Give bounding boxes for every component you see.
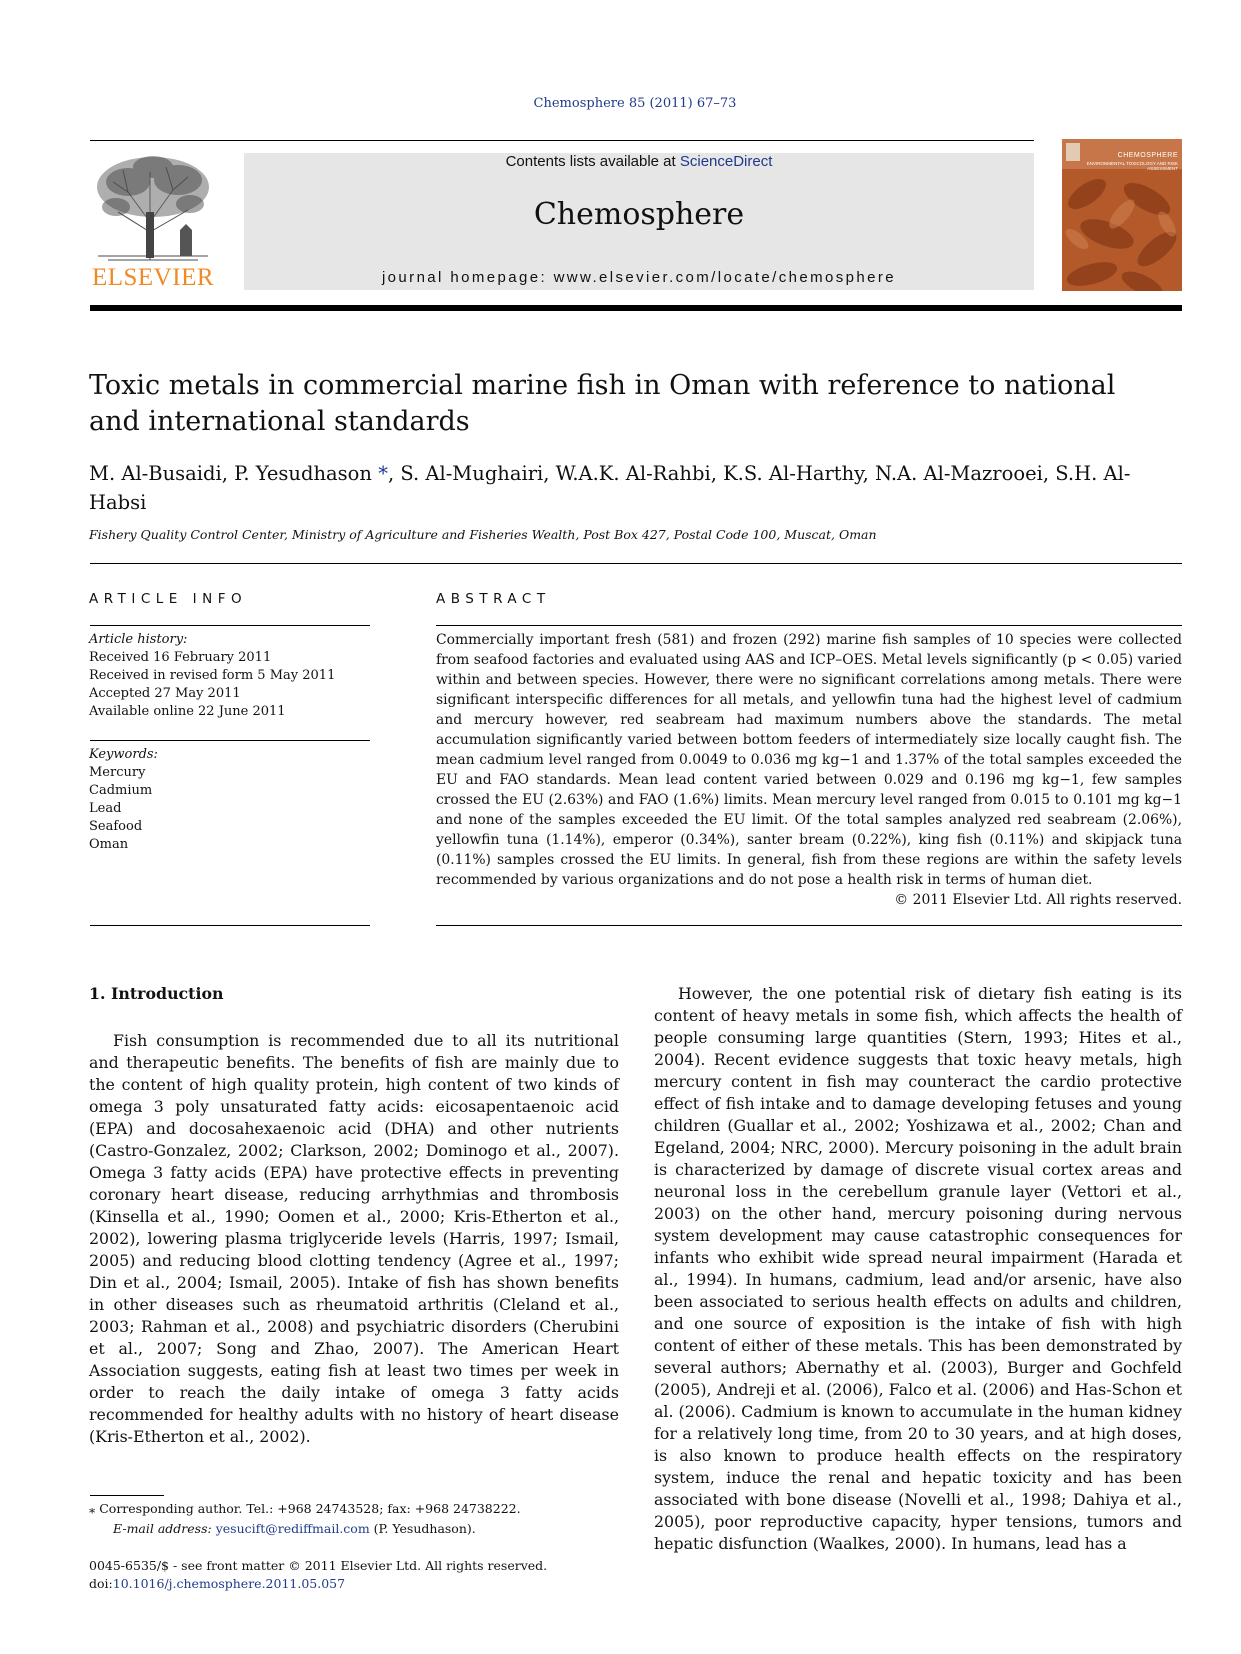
abstract-rule-bottom [436,925,1182,926]
section-heading-introduction: 1. Introduction [89,984,224,1003]
abstract-heading: ABSTRACT [436,591,551,607]
keyword-item: Cadmium [89,783,153,798]
abstract-body [436,630,1182,910]
affiliation-rule [90,563,1182,564]
footnote-contact: Corresponding author. Tel.: +968 24743528; fax: +968 24738222. [99,1501,521,1516]
bottom-metadata [89,1557,547,1593]
journal-homepage [244,269,1034,286]
keyword-item: Oman [89,837,129,852]
doi-label: doi: [89,1576,113,1591]
article-title: Toxic metals in commercial marine fish in Oman with reference to national and international standards [89,370,1116,437]
issn-line: 0045-6535/$ - see front matter © 2011 Elsevier Ltd. All rights reserved. [89,1558,548,1573]
contents-prefix: Contents lists available at [505,153,680,170]
journal-banner [244,153,1034,290]
journal-name: Chemosphere [533,197,745,232]
cover-leaf-pattern-icon [1062,139,1182,291]
corresponding-author-marker[interactable]: * [378,462,388,485]
article-info-rule-mid [90,740,370,741]
elsevier-wordmark: ELSEVIER [91,264,215,291]
header-rule [90,140,1034,141]
footnote-email-line [89,1519,521,1539]
email-label: E-mail address: [113,1521,216,1536]
email-link[interactable]: yesucift@rediffmail.com [215,1521,370,1536]
elsevier-tree-icon [88,152,218,262]
authors-rest: , S. Al-Mughairi, W.A.K. Al-Rahbi, K.S. Al-Harthy, N.A. Al-Mazrooei, S.H. Al-Habsi [89,462,1131,514]
footnote-corresponding [89,1499,521,1519]
intro-paragraph-1: Fish consumption is recommended due to all its nutritional and therapeutic benefits. The benefits of fish are mainly due to the content of high quality protein, high content of two kinds of omega 3 poly unsaturated fatty acids: eicosapentaenoic acid (EPA) and docosahexaenoic acid (DHA) and other nutrients (Castro-Gonzalez, 2002; Clarkson, 2002; Dominogo et al., 2007). Omega 3 fatty acids (EPA) have protective effects in preventing coronary heart disease, reducing arrhythmias and thrombosis (Kinsella et al., 1990; Oomen et al., 2000; Kris-Etherton et al., 2002), lowering plasma triglyceride levels (Harris, 1997; Ismail, 2005) and reducing blood clotting tendency (Agree et al., 1997; Din et al., 2004; Ismail, 2005). Intake of fish has shown benefits in other diseases such as rheumatoid arthritis (Cleland et al., 2003; Rahman et al., 2008) and psychiatric disorders (Cherubini et al., 2007; Song and Zhao, 2007). The American Heart Association suggests, eating fish at least two times per week in order to reach the daily intake of omega 3 fatty acids recommended for healthy adults with no history of heart disease (Kris-Etherton et al., 2002). [89,1031,619,1446]
footnote-marker: ⁎ [89,1501,96,1516]
author-list [89,459,1159,517]
homepage-link[interactable]: www.elsevier.com/locate/chemosphere [553,269,897,286]
abstract-text: Commercially important fresh (581) and frozen (292) marine fish samples of 10 species were collected from seafood factories and evaluated using AAS and ICP–OES. Metal levels significantly (p < 0.05) varied within and between species. However, there were no significant correlations among metals. There were significant interspecific differences for all metals, and yellowfin tuna had the highest level of cadmium and mercury however, red seabream had maximum numbers above the standards. The metal accumulation significantly varied between bottom feeders of intermediately size locally caught fish. The mean cadmium level ranged from 0.0049 to 0.036 mg kg−1 and 1.37% of the total samples exceeded the EU and FAO standards. Mean lead content varied between 0.029 and 0.196 mg kg−1, few samples crossed the EU (2.63%) and FAO (1.6%) limits. Mean mercury level ranged from 0.015 to 0.101 mg kg−1 and none of the samples exceeded the EU limit. Of the total samples analyzed red seabream (2.06%), yellowfin tuna (1.14%), emperor (0.34%), santer bream (0.22%), king fish (0.11%) and skipjack tuna (0.11%) samples crossed the EU limits. In general, fish from these regions are within the safety levels recommended by various organizations and do not pose a health risk in terms of human diet. [436,632,1182,888]
footnote [89,1499,521,1539]
history-accepted: Accepted 27 May 2011 [89,686,241,701]
journal-cover-thumbnail[interactable] [1062,139,1182,291]
heavy-divider [90,305,1182,311]
keywords [89,746,158,854]
history-received: Received 16 February 2011 [89,650,272,665]
cover-title: CHEMOSPHERE [1117,152,1178,159]
email-suffix: (P. Yesudhason). [369,1521,476,1536]
keywords-label: Keywords: [89,747,158,762]
footnote-rule [90,1495,164,1496]
authors-first: M. Al-Busaidi, P. Yesudhason [89,462,372,485]
article-info-rule-top [90,625,370,626]
doi-line [89,1575,547,1593]
contents-line [244,153,1034,171]
intro-right-column [654,983,1182,1555]
article-info-heading: ARTICLE INFO [89,591,248,607]
intro-paragraph-2: However, the one potential risk of dietary fish eating is its content of heavy metals in some fish, which affects the health of people consuming large quantities (Stern, 1993; Hites et al., 2004). Recent evidence suggests that toxic heavy metals, high mercury content in fish may counteract the cardio protective effect of fish intake and to damage developing fetuses and young children (Guallar et al., 2002; Yoshizawa et al., 2002; Chan and Egeland, 2004; NRC, 2000). Mercury poisoning in the adult brain is characterized by damage of discrete visual cortex areas and neuronal loss in the cerebellum granule layer (Vettori et al., 2003) on the other hand, mercury poisoning during nervous system development may cause catastrophic consequences for infants who exhibit wide spread neural impairment (Harada et al., 1994). In humans, cadmium, lead and/or arsenic, have also been associated to serious health effects on adults and children, and one source of exposition is the intake of fish with high content of either of these metals. This has been demonstrated by several authors; Abernathy et al. (2003), Burger and Gochfeld (2005), Andreji et al. (2006), Falco et al. (2006) and Has-Schon et al. (2006). Cadmium is known to accumulate in the human kidney for a relatively long time, from 20 to 30 years, and at high doses, is also known to produce health effects on the respiratory system, induce the renal and hepatic toxicity and has been associated with bone disease (Novelli et al., 1998; Dahiya et al., 2005), poor reproductive capacity, hyper tensions, tumors and hepatic disfunction (Waalkes, 2000). In humans, lead has a [654,984,1182,1553]
keyword-item: Mercury [89,765,146,780]
doi-link[interactable]: 10.1016/j.chemosphere.2011.05.057 [112,1576,346,1591]
history-online: Available online 22 June 2011 [89,704,286,719]
article-history [89,631,335,721]
journal-citation[interactable]: Chemosphere 85 (2011) 67–73 [533,96,737,111]
keyword-item: Lead [89,801,122,816]
elsevier-logo[interactable] [88,152,218,292]
intro-left-column [89,1030,619,1448]
abstract-rule-top [436,625,1182,626]
affiliation: Fishery Quality Control Center, Ministry of Agriculture and Fisheries Wealth, Post Box 427, Postal Code 100, Muscat, Oman [89,527,877,542]
abstract-copyright: © 2011 Elsevier Ltd. All rights reserved. [894,892,1182,908]
cover-subtitle: ENVIRONMENTAL TOXICOLOGY AND RISK ASSESSMENT [1086,161,1178,171]
history-revised: Received in revised form 5 May 2011 [89,668,336,683]
homepage-prefix: journal homepage: [381,269,554,286]
history-label: Article history: [89,632,188,647]
article-info-rule-bottom [90,925,370,926]
keyword-item: Seafood [89,819,143,834]
sciencedirect-link[interactable]: ScienceDirect [679,153,773,170]
